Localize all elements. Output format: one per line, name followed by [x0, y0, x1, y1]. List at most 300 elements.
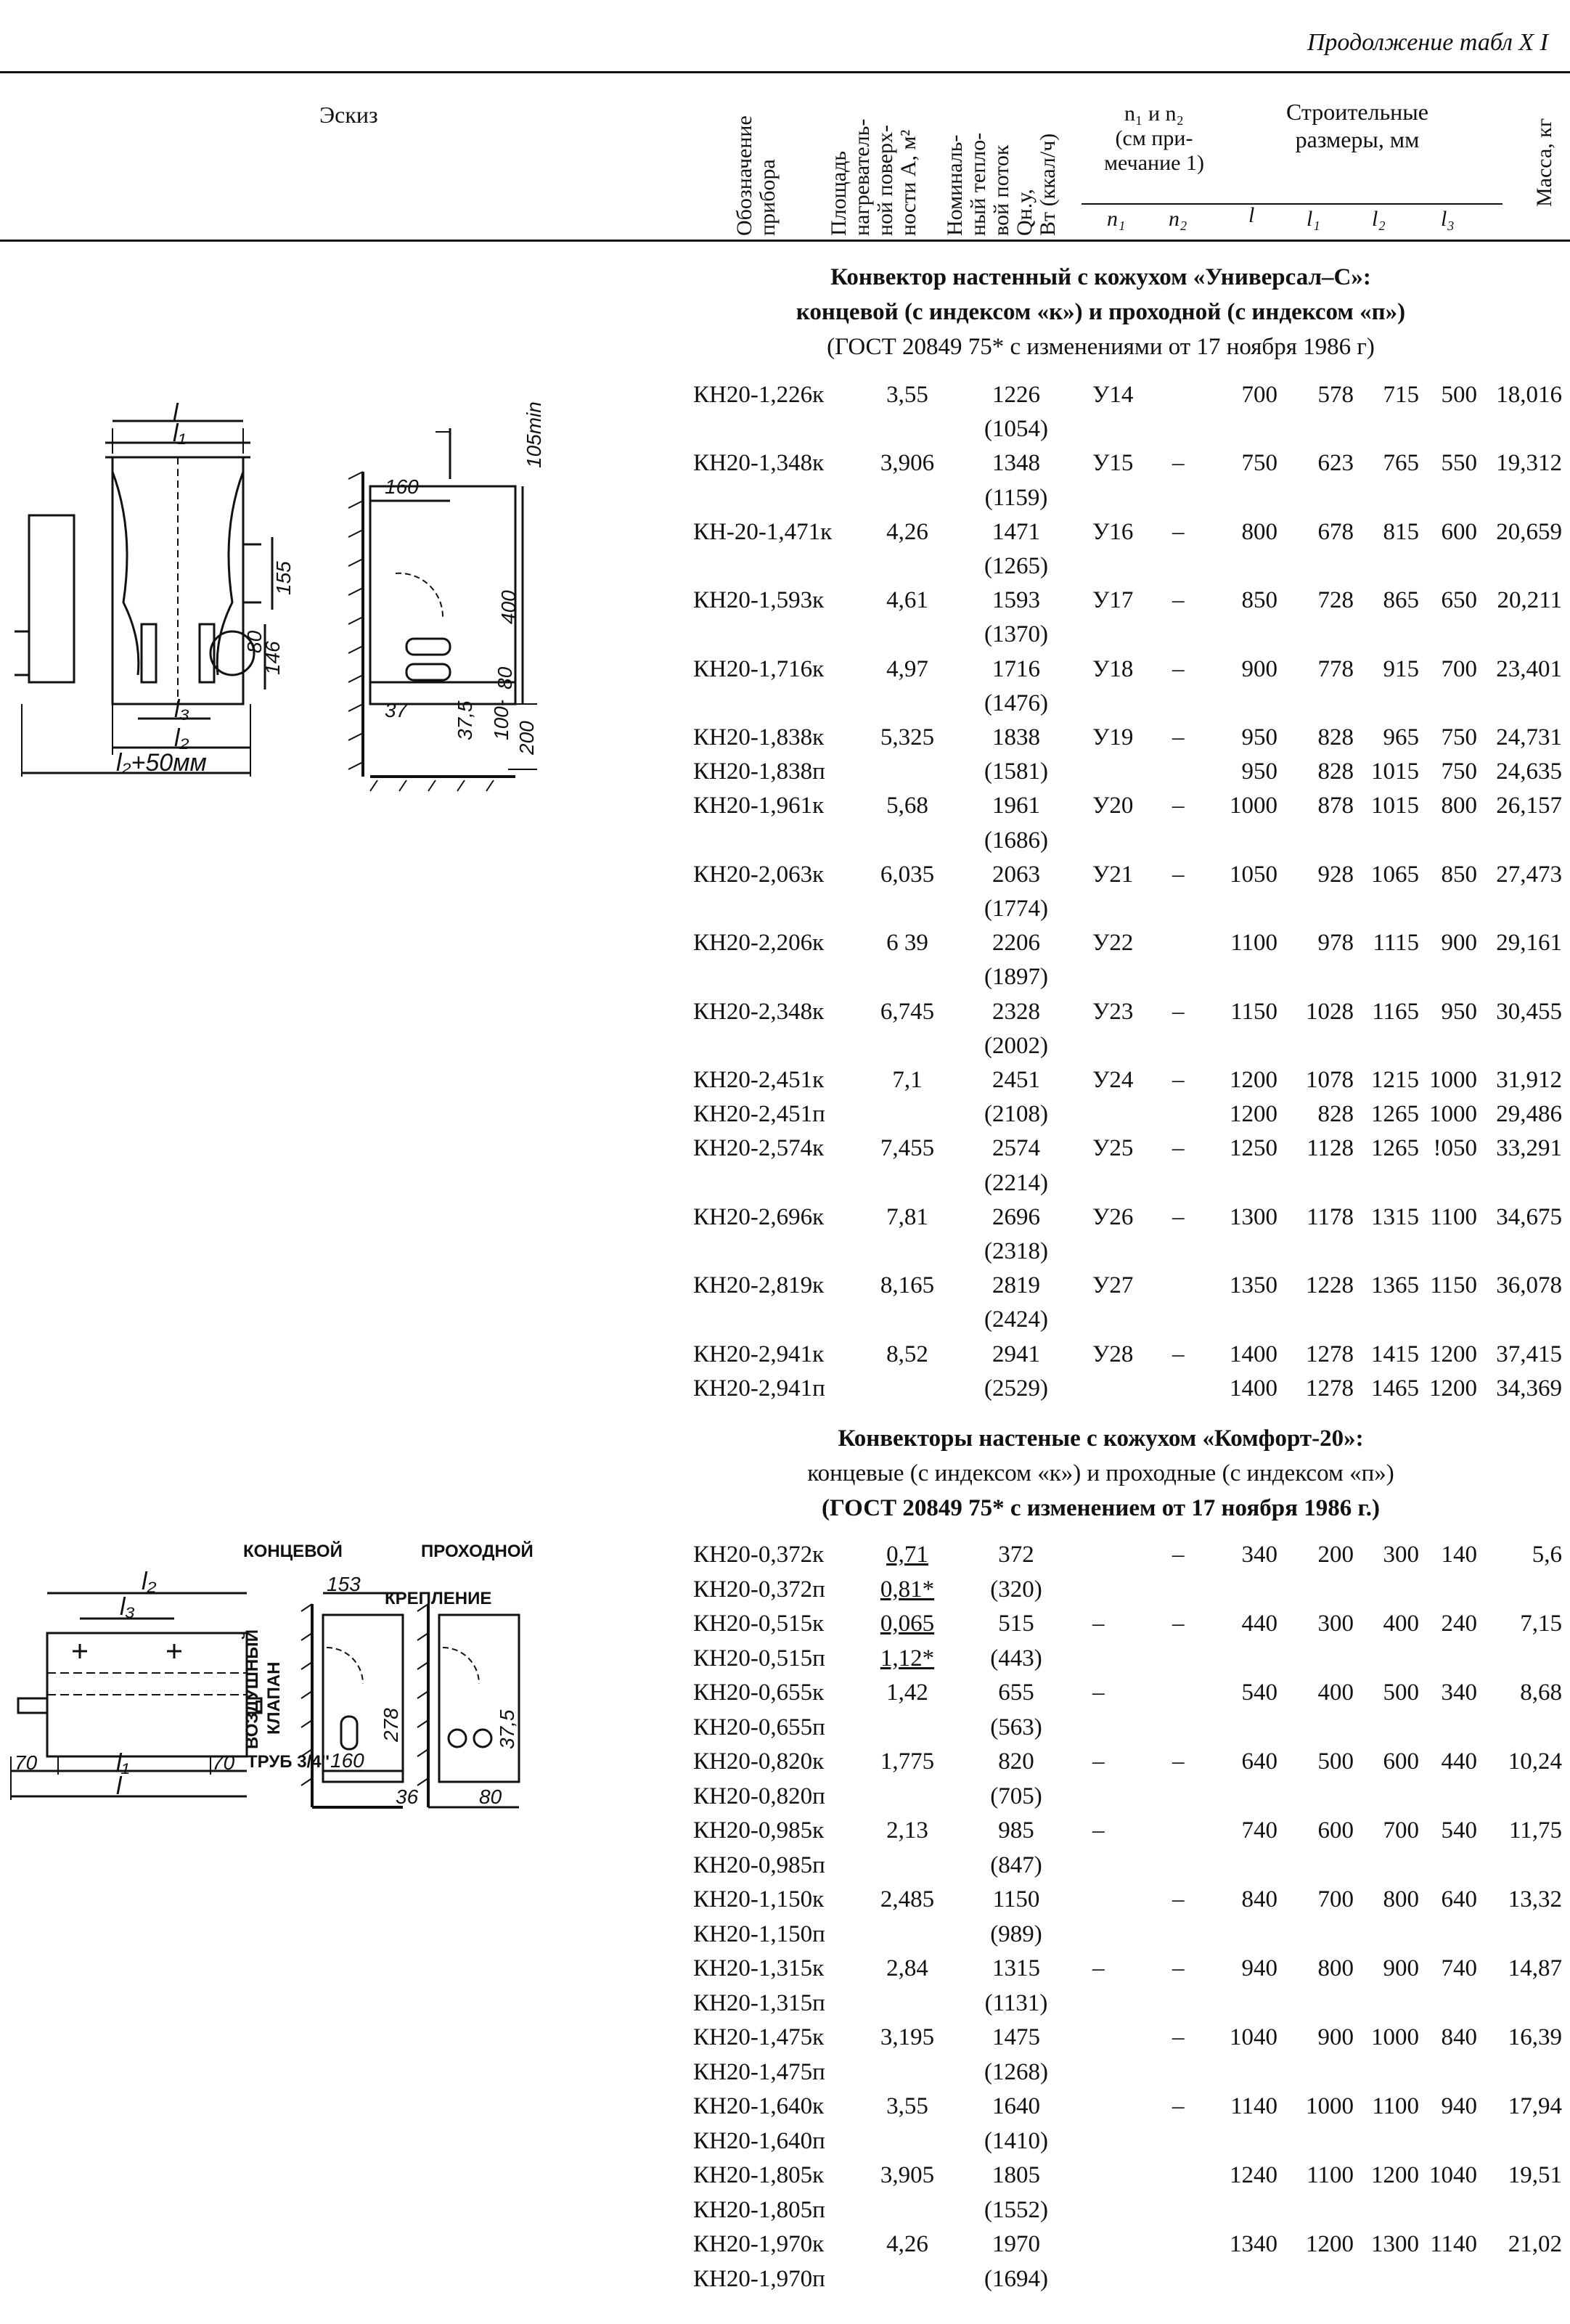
cell-q: (1054) [984, 416, 1048, 443]
cell-m: 19,51 [1508, 2162, 1562, 2188]
cell-q: (989) [990, 1920, 1042, 1947]
table-row [0, 1986, 1570, 2021]
cell-l2: 900 [1383, 1955, 1419, 1981]
cell-l2: 1015 [1371, 793, 1419, 819]
cell-n1: У22 [1092, 930, 1134, 957]
cell-n2: – [1172, 450, 1185, 477]
header-sub-l2: l₂ [1372, 207, 1386, 231]
cell-q: (2214) [984, 1169, 1048, 1196]
dim-l2: l₂ [174, 724, 189, 752]
cell-q: (1686) [984, 827, 1048, 854]
cell-n1: У14 [1092, 382, 1134, 408]
label-end: КОНЦЕВОЙ [243, 1542, 343, 1561]
cell-l3: 1000 [1429, 1101, 1477, 1128]
cell-n1: У19 [1092, 724, 1134, 750]
cell-q: (1159) [984, 484, 1048, 511]
cell-l1: 1278 [1306, 1341, 1354, 1367]
cell-d: КН20-1,348к [693, 450, 825, 477]
cell-m: 29,161 [1496, 930, 1562, 957]
cell-d: КН20-2,063к [693, 861, 825, 888]
cell-q: 1150 [992, 1886, 1040, 1912]
header-designation: Обозначение прибора [732, 115, 780, 236]
cell-l: 750 [1241, 450, 1277, 477]
header-sub-n2: n₂ [1169, 207, 1187, 231]
cell-q: (320) [990, 1576, 1042, 1603]
cell-l2: 1165 [1372, 998, 1419, 1025]
cell-l1: 978 [1317, 930, 1354, 957]
dim-100: 100- [490, 699, 512, 740]
cell-n2: – [1172, 2024, 1185, 2050]
cell-m: 30,455 [1496, 998, 1562, 1025]
cell-n2: – [1172, 1542, 1185, 1568]
cell-l1: 1200 [1306, 2231, 1354, 2257]
cell-l1: 800 [1317, 1955, 1354, 1981]
cell-n2: – [1172, 1955, 1185, 1981]
cell-q: (2108) [984, 1101, 1048, 1128]
section1-title: Конвектор настенный с кожухом «Универсал–С»: концевой (с индексом «к») и проходной (с индексом «п») (ГОСТ 20849 75* с изменениями от 17 ноября 1986 г) [796, 264, 1406, 360]
cell-l2: 765 [1383, 450, 1419, 477]
cell-n2: – [1172, 2093, 1185, 2119]
cell-a: 0,81* [880, 1576, 935, 1603]
cell-a: 1,42 [886, 1679, 928, 1706]
cell-d: КН20-1,150к [693, 1886, 825, 1912]
cell-q: (1268) [984, 2058, 1048, 2085]
cell-m: 36,078 [1496, 1272, 1562, 1299]
cell-d: КН20-1,716к [693, 655, 825, 682]
cell-d: КН20-1,970к [693, 2231, 825, 2257]
cell-l1: 623 [1317, 450, 1354, 477]
cell-d: КН20-1,961к [693, 793, 825, 819]
cell-d: КН20-1,315п [693, 1989, 825, 2016]
cell-l3: 1150 [1430, 1272, 1477, 1299]
cell-n1: У18 [1092, 655, 1134, 682]
cell-l1: 1178 [1307, 1203, 1354, 1230]
cell-n2: – [1172, 1748, 1185, 1775]
header-sub-n1: n₁ [1107, 207, 1126, 231]
cell-a: 4,26 [886, 518, 928, 545]
cell-l2: 1265 [1371, 1101, 1419, 1128]
cell-a: 6 39 [886, 930, 928, 957]
cell-d: КН20-2,206к [693, 930, 825, 957]
cell-m: 17,94 [1508, 2093, 1562, 2119]
cell-m: 31,912 [1496, 1067, 1562, 1093]
label-valve-2: КЛАПАН [264, 1661, 284, 1735]
cell-l3: 540 [1441, 1817, 1477, 1844]
cell-l3: 140 [1441, 1542, 1477, 1568]
cell-l3: 650 [1441, 587, 1477, 614]
cell-l3: 1100 [1430, 1203, 1477, 1230]
cell-n2: – [1172, 724, 1185, 750]
cell-l2: 1015 [1371, 758, 1419, 785]
cell-q: 1315 [992, 1955, 1040, 1981]
cell-q: (1897) [984, 964, 1048, 991]
cell-l2: 400 [1383, 1611, 1419, 1637]
cell-q: 1805 [992, 2162, 1040, 2188]
cell-l1: 1078 [1306, 1067, 1354, 1093]
header-size: Строительные размеры, мм [1286, 99, 1428, 152]
cell-l: 1300 [1230, 1203, 1277, 1230]
cell-n1: У16 [1092, 518, 1134, 545]
cell-l3: !050 [1433, 1135, 1477, 1162]
cell-l1: 1028 [1306, 998, 1354, 1025]
table-row [0, 2055, 1570, 2090]
cell-q: 2819 [992, 1272, 1040, 1299]
cell-m: 21,02 [1508, 2231, 1562, 2257]
cell-d: КН20-2,574к [693, 1135, 825, 1162]
cell-n1: – [1092, 1817, 1105, 1844]
cell-q: 2328 [992, 998, 1040, 1025]
cell-l2: 700 [1383, 1817, 1419, 1844]
cell-l1: 828 [1317, 758, 1354, 785]
sketch-comfort-20 [0, 1531, 581, 1822]
label-pipe: ТРУБ 3/4'' [247, 1752, 330, 1772]
cell-l2: 500 [1383, 1679, 1419, 1706]
cell-q: 820 [998, 1748, 1034, 1775]
cell-l1: 900 [1317, 2024, 1354, 2050]
label-valve-1: ВОЗДУШНЫЙ [242, 1629, 262, 1749]
cell-n1: У23 [1092, 998, 1134, 1025]
cell-q: (1694) [984, 2265, 1048, 2292]
cell-l3: 640 [1441, 1886, 1477, 1912]
cell-l2: 300 [1383, 1542, 1419, 1568]
cell-l1: 1228 [1306, 1272, 1354, 1299]
cell-l: 940 [1241, 1955, 1277, 1981]
dim-l1: l₁ [173, 420, 187, 447]
cell-a: 5,325 [880, 724, 935, 750]
cell-l1: 678 [1317, 518, 1354, 545]
cell-a: 7,81 [886, 1203, 928, 1230]
cell-l2: 600 [1383, 1748, 1419, 1775]
cell-l: 1240 [1230, 2162, 1277, 2188]
cell-q: 2696 [992, 1203, 1040, 1230]
table-row [0, 1028, 1570, 1063]
header-sub-rule [1082, 203, 1502, 205]
cell-n1: У27 [1092, 1272, 1134, 1299]
cell-m: 24,731 [1496, 724, 1562, 750]
cell-l2: 1115 [1373, 930, 1419, 957]
cell-a: 2,84 [886, 1955, 928, 1981]
cell-l2: 1415 [1371, 1341, 1419, 1367]
dim-l2plus: l₂+50мм [116, 749, 207, 777]
dim-l: l [173, 399, 179, 427]
cell-l2: 1300 [1371, 2231, 1419, 2257]
sketch-universal-s [0, 363, 581, 813]
cell-m: 27,473 [1496, 861, 1562, 888]
cell-l3: 1040 [1429, 2162, 1477, 2188]
cell-a: 2,485 [880, 1886, 935, 1912]
dim2-160: 160 [330, 1749, 364, 1772]
cell-l1: 1128 [1307, 1135, 1354, 1162]
cell-l3: 850 [1441, 861, 1477, 888]
cell-l1: 828 [1317, 1101, 1354, 1128]
cell-d: КН20-0,820п [693, 1783, 825, 1809]
table-row [0, 857, 1570, 892]
cell-q: 1970 [992, 2231, 1040, 2257]
cell-l1: 928 [1317, 861, 1354, 888]
cell-m: 34,675 [1496, 1203, 1562, 1230]
cell-m: 13,32 [1508, 1886, 1562, 1912]
cell-l3: 840 [1441, 2024, 1477, 2050]
cell-q: (443) [990, 1645, 1042, 1672]
cell-d: КН20-1,838п [693, 758, 825, 785]
cell-m: 20,211 [1497, 587, 1562, 614]
cell-d: КН20-0,515к [693, 1611, 825, 1637]
cell-d: КН20-1,640п [693, 2127, 825, 2154]
table-row [0, 2020, 1570, 2055]
cell-n1: У20 [1092, 793, 1134, 819]
cell-n2: – [1172, 1611, 1185, 1637]
cell-d: КН20-1,805к [693, 2162, 825, 2188]
cell-a: 7,1 [892, 1067, 923, 1093]
cell-q: (1265) [984, 553, 1048, 579]
cell-l: 1200 [1230, 1101, 1277, 1128]
cell-n1: У25 [1092, 1135, 1134, 1162]
dim2-l: l [116, 1772, 122, 1800]
cell-m: 11,75 [1508, 1817, 1562, 1844]
header-top-rule [0, 71, 1570, 73]
cell-l: 840 [1241, 1886, 1277, 1912]
header-flow: Номиналь- ный тепло- вой поток Qн.у, Вт (ккал/ч) [943, 132, 1060, 236]
cell-l3: 550 [1441, 450, 1477, 477]
cell-d: КН20-1,838к [693, 724, 825, 750]
cell-n2: – [1172, 793, 1185, 819]
dim-200: 200 [515, 721, 538, 755]
cell-n2: – [1172, 655, 1185, 682]
cell-d: КН20-0,515п [693, 1645, 825, 1672]
header-sub-l1: l₁ [1307, 207, 1320, 231]
cell-l: 640 [1241, 1748, 1277, 1775]
cell-l1: 1278 [1306, 1375, 1354, 1402]
cell-l: 1250 [1230, 1135, 1277, 1162]
cell-l1: 600 [1317, 1817, 1354, 1844]
cell-q: (1370) [984, 621, 1048, 648]
table-continuation-label: Продолжение табл X I [1307, 29, 1548, 56]
cell-m: 34,369 [1496, 1375, 1562, 1402]
cell-n2: – [1172, 587, 1185, 614]
cell-m: 33,291 [1496, 1135, 1562, 1162]
cell-a: 3,906 [880, 450, 935, 477]
dim2-278: 278 [380, 1708, 402, 1742]
cell-l1: 778 [1317, 655, 1354, 682]
table-row [0, 1848, 1570, 1883]
cell-d: КН20-1,970п [693, 2265, 825, 2292]
cell-q: 1348 [992, 450, 1040, 477]
cell-m: 5,6 [1532, 1542, 1562, 1568]
cell-q: 1471 [992, 518, 1040, 545]
cell-l3: 750 [1441, 724, 1477, 750]
cell-m: 8,68 [1520, 1679, 1562, 1706]
table-row [0, 2262, 1570, 2296]
cell-d: КН20-2,941п [693, 1375, 825, 1402]
header-sub-l: l [1248, 203, 1255, 227]
header-area: Площадь нагреватель- ной поверх- ности A, м² [827, 118, 920, 236]
cell-q: 1716 [992, 655, 1040, 682]
label-mount: КРЕПЛЕНИЕ [385, 1589, 492, 1608]
cell-n2: – [1172, 1067, 1185, 1093]
cell-l3: 750 [1441, 758, 1477, 785]
cell-l3: 900 [1441, 930, 1477, 957]
cell-d: КН20-0,655п [693, 1714, 825, 1740]
cell-l2: 1365 [1371, 1272, 1419, 1299]
cell-q: 372 [998, 1542, 1034, 1568]
label-pass: ПРОХОДНОЙ [421, 1542, 533, 1561]
table-row [0, 1917, 1570, 1952]
cell-a: 3,905 [880, 2162, 935, 2188]
cell-m: 16,39 [1508, 2024, 1562, 2050]
cell-d: КН20-0,372к [693, 1542, 825, 1568]
table-row [0, 1063, 1570, 1097]
cell-q: 1640 [992, 2093, 1040, 2119]
cell-l: 1350 [1230, 1272, 1277, 1299]
cell-n1: У21 [1092, 861, 1134, 888]
cell-l2: 1200 [1371, 2162, 1419, 2188]
cell-n1: – [1092, 1611, 1105, 1637]
cell-m: 10,24 [1508, 1748, 1562, 1775]
cell-a: 3,195 [880, 2024, 935, 2050]
dim-146: 146 [261, 641, 284, 675]
cell-n2: – [1172, 1203, 1185, 1230]
cell-a: 4,61 [886, 587, 928, 614]
cell-l1: 828 [1317, 724, 1354, 750]
cell-d: КН20-2,348к [693, 998, 825, 1025]
cell-l3: 700 [1441, 655, 1477, 682]
header-sketch: Эскиз [319, 102, 378, 128]
cell-q: 1226 [992, 382, 1040, 408]
cell-a: 4,26 [886, 2231, 928, 2257]
dim-155: 155 [272, 561, 295, 595]
cell-l3: 1200 [1429, 1341, 1477, 1367]
cell-l3: 600 [1441, 518, 1477, 545]
dim2-l3: l₃ [120, 1593, 136, 1621]
cell-m: 24,635 [1496, 758, 1562, 785]
table-row [0, 1268, 1570, 1303]
cell-n1: – [1092, 1748, 1105, 1775]
cell-q: (705) [990, 1783, 1042, 1809]
cell-a: 0,065 [880, 1611, 935, 1637]
cell-l: 850 [1241, 587, 1277, 614]
cell-n1: У24 [1092, 1067, 1134, 1093]
cell-d: КН20-1,315к [693, 1955, 825, 1981]
cell-n2: – [1172, 1135, 1185, 1162]
cell-l2: 715 [1383, 382, 1419, 408]
cell-l3: 950 [1441, 998, 1477, 1025]
cell-q: (2424) [984, 1306, 1048, 1333]
cell-l1: 1100 [1307, 2162, 1354, 2188]
cell-l3: 1000 [1429, 1067, 1477, 1093]
cell-a: 8,52 [886, 1341, 928, 1367]
cell-q: (1774) [984, 896, 1048, 922]
dim2-70b: 70 [212, 1751, 235, 1774]
cell-q: (1410) [984, 2127, 1048, 2154]
cell-q: 1838 [992, 724, 1040, 750]
cell-n1: У26 [1092, 1203, 1134, 1230]
side-bracket-shape [29, 515, 74, 682]
header-sub-l3: l₃ [1441, 207, 1455, 231]
cell-a: 6,035 [880, 861, 935, 888]
cell-q: (847) [990, 1852, 1042, 1878]
table-row [0, 960, 1570, 994]
cell-a: 6,745 [880, 998, 935, 1025]
cell-l1: 300 [1317, 1611, 1354, 1637]
cell-n2: – [1172, 1886, 1185, 1912]
cell-q: 655 [998, 1679, 1034, 1706]
cell-a: 4,97 [886, 655, 928, 682]
dim2-36: 36 [396, 1785, 419, 1808]
cell-l: 1040 [1230, 2024, 1277, 2050]
table-row [0, 1131, 1570, 1166]
cell-m: 19,312 [1496, 450, 1562, 477]
cell-l: 1200 [1230, 1067, 1277, 1093]
dim-400: 400 [497, 590, 520, 624]
cell-l: 1150 [1230, 998, 1277, 1025]
cell-q: 2206 [992, 930, 1040, 957]
cell-l1: 400 [1317, 1679, 1354, 1706]
cell-q: 2063 [992, 861, 1040, 888]
dim2-l1: l₁ [116, 1749, 130, 1777]
header-n: n₁ и n₂ (см при- мечание 1) [1104, 102, 1204, 175]
cell-d: КН20-1,226к [693, 382, 825, 408]
dim2-80: 80 [479, 1785, 502, 1808]
cell-a: 1,12* [880, 1645, 935, 1672]
cell-d: КН20-1,475п [693, 2058, 825, 2085]
table-row [0, 2124, 1570, 2159]
table-row [0, 891, 1570, 926]
header-mass: Масса, кг [1532, 118, 1556, 207]
cell-a: 8,165 [880, 1272, 935, 1299]
cell-l: 1400 [1230, 1341, 1277, 1367]
table-row [0, 2193, 1570, 2227]
cell-d: КН20-1,593к [693, 587, 825, 614]
cell-d: КН20-2,696к [693, 1203, 825, 1230]
cell-l: 1340 [1230, 2231, 1277, 2257]
cell-l1: 1000 [1306, 2093, 1354, 2119]
cell-d: КН20-2,819к [693, 1272, 825, 1299]
cell-l: 440 [1241, 1611, 1277, 1637]
cell-l: 1000 [1230, 793, 1277, 819]
cell-l3: 340 [1441, 1679, 1477, 1706]
cell-d: КН20-1,150п [693, 1920, 825, 1947]
cell-l3: 800 [1441, 793, 1477, 819]
cell-q: 2941 [992, 1341, 1040, 1367]
cell-m: 18,016 [1496, 382, 1562, 408]
cell-l1: 578 [1317, 382, 1354, 408]
cell-m: 23,401 [1496, 655, 1562, 682]
cell-l: 700 [1241, 382, 1277, 408]
dim2-37-5: 37,5 [496, 1709, 518, 1749]
cell-d: КН20-1,640к [693, 2093, 825, 2119]
cell-q: 2574 [992, 1135, 1040, 1162]
cell-a: 5,68 [886, 793, 928, 819]
cell-l2: 1315 [1371, 1203, 1419, 1230]
cell-m: 14,87 [1508, 1955, 1562, 1981]
cell-q: 1475 [992, 2024, 1040, 2050]
table-row [0, 823, 1570, 858]
dim2-l2: l₂ [142, 1568, 157, 1595]
cell-l1: 700 [1317, 1886, 1354, 1912]
table-row [0, 994, 1570, 1029]
cell-l2: 1100 [1372, 2093, 1419, 2119]
cell-l3: 1200 [1429, 1375, 1477, 1402]
cell-q: (1581) [984, 758, 1048, 785]
cell-n2: – [1172, 518, 1185, 545]
cell-d: КН20-1,805п [693, 2196, 825, 2223]
table-row [0, 1200, 1570, 1235]
table-row [0, 1166, 1570, 1200]
table-row [0, 2089, 1570, 2124]
cell-q: 985 [998, 1817, 1034, 1844]
cell-l3: 940 [1441, 2093, 1477, 2119]
cell-l1: 728 [1317, 587, 1354, 614]
